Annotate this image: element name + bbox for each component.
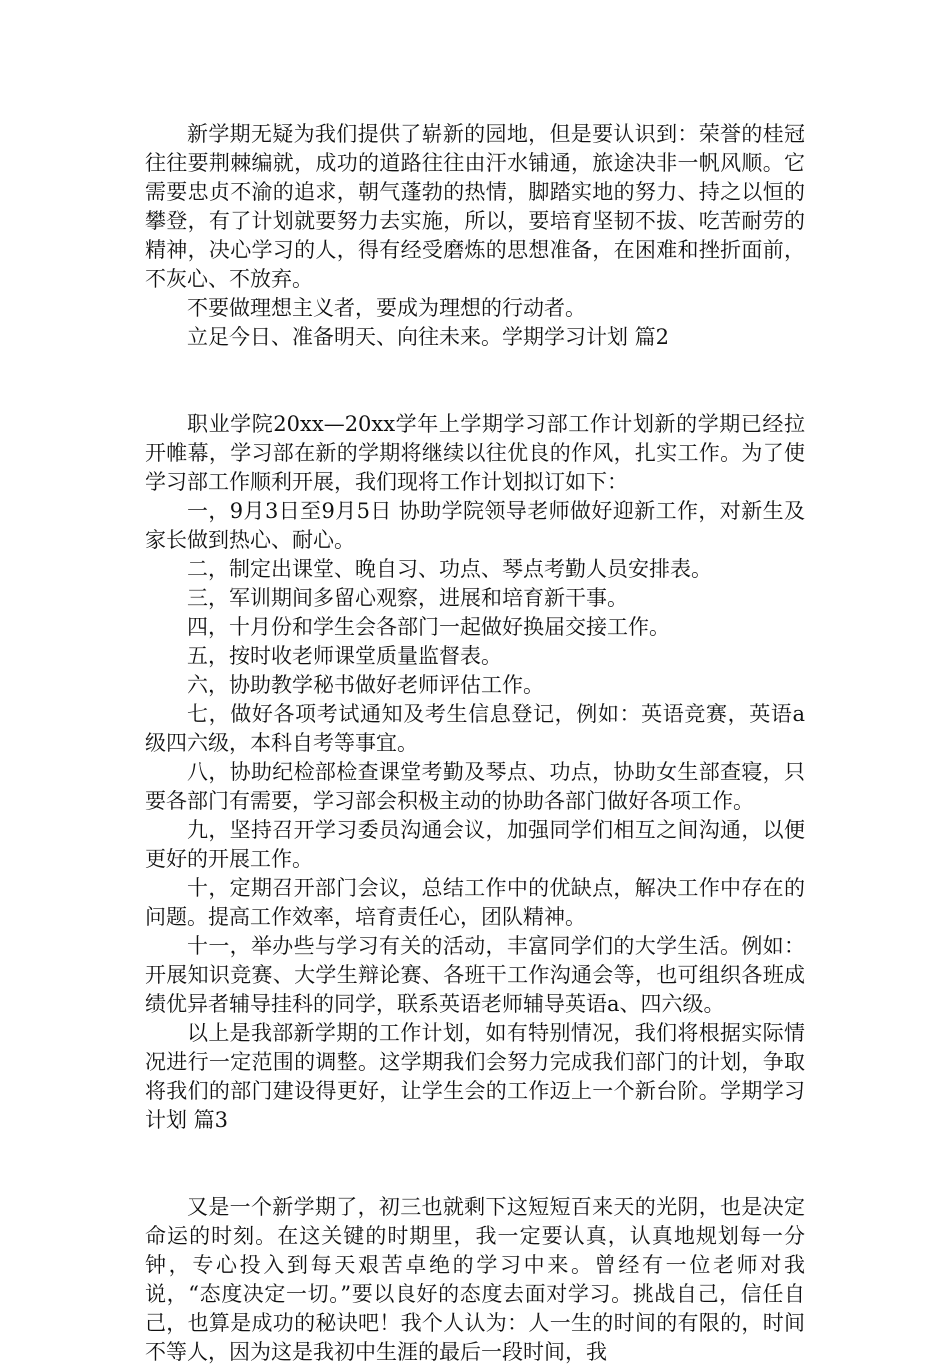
paragraph-section-2-heading: 立足今日、准备明天、向往未来。学期学习计划 篇2 xyxy=(187,325,670,349)
plan-item-7: 七，做好各项考试通知及考生信息登记，例如：英语竞赛，英语a级四六级，本科自考等事宜。 xyxy=(145,702,805,755)
paragraph-plan-conclusion: 以上是我部新学期的工作计划，如有特别情况，我们将根据实际情况进行一定范围的调整。这学期我们会努力完成我们部门的计划，争取将我们的部门建设得更好，让学生会的工作迈上一个新台阶。学期学习计划 篇3 xyxy=(145,1021,805,1132)
paragraph-section-3: 又是一个新学期了，初三也就剩下这短短百来天的光阴，也是决定命运的时刻。在这关键的时期里，我一定要认真，认真地规划每一分钟，专心投入到每天艰苦卓绝的学习中来。曾经有一位老师对我说，“态度决定一切。”要以良好的态度去面对学习。挑战自己，信任自己，也算是成功的秘诀吧！我个人认为：人一生的时间的有限的，时间不等人，因为这是我初中生涯的最后一段时间，我 xyxy=(145,1195,805,1364)
plan-item-4: 四，十月份和学生会各部门一起做好换届交接工作。 xyxy=(187,615,670,639)
plan-item-11: 十一，举办些与学习有关的活动，丰富同学们的大学生活。例如：开展知识竞赛、大学生辩论赛、各班干工作沟通会等，也可组织各班成绩优异者辅导挂科的同学，联系英语老师辅导英语a、四六级。 xyxy=(145,934,805,1016)
plan-item-2: 二，制定出课堂、晚自习、功点、琴点考勤人员安排表。 xyxy=(187,557,712,581)
plan-item-8: 八，协助纪检部检查课堂考勤及琴点、功点，协助女生部查寝，只要各部门有需要，学习部会积极主动的协助各部门做好各项工作。 xyxy=(145,760,805,813)
section-gap xyxy=(145,1135,805,1193)
plan-item-10: 十，定期召开部门会议，总结工作中的优缺点，解决工作中存在的问题。提高工作效率，培育责任心，团队精神。 xyxy=(145,876,805,929)
section-gap xyxy=(145,352,805,410)
plan-item-6: 六，协助教学秘书做好老师评估工作。 xyxy=(187,673,544,697)
paragraph-intro: 新学期无疑为我们提供了崭新的园地，但是要认识到：荣誉的桂冠往往要荆棘编就，成功的道路往往由汗水铺通，旅途决非一帆风顺。它需要忠贞不渝的追求，朝气蓬勃的热情，脚踏实地的努力、持之以恒的攀登，有了计划就要努力去实施，所以，要培育坚韧不拔、吃苦耐劳的精神，决心学习的人，得有经受磨炼的思想准备，在困难和挫折面前，不灰心、不放弃。 xyxy=(145,122,805,291)
plan-item-5: 五，按时收老师课堂质量监督表。 xyxy=(187,644,502,668)
plan-item-3: 三，军训期间多留心观察，进展和培育新干事。 xyxy=(187,586,628,610)
plan-item-1: 一，9月3日至9月5日 协助学院领导老师做好迎新工作，对新生及家长做到热心、耐心。 xyxy=(145,499,805,552)
plan-item-9: 九，坚持召开学习委员沟通会议，加强同学们相互之间沟通，以便更好的开展工作。 xyxy=(145,818,805,871)
document-page xyxy=(145,120,805,1367)
paragraph-plan-intro: 职业学院20xx—20xx学年上学期学习部工作计划新的学期已经拉开帷幕，学习部在新的学期将继续以往优良的作风，扎实工作。为了使学习部工作顺利开展，我们现将工作计划拟订如下： xyxy=(145,412,805,494)
paragraph-idealist: 不要做理想主义者，要成为理想的行动者。 xyxy=(187,296,586,320)
